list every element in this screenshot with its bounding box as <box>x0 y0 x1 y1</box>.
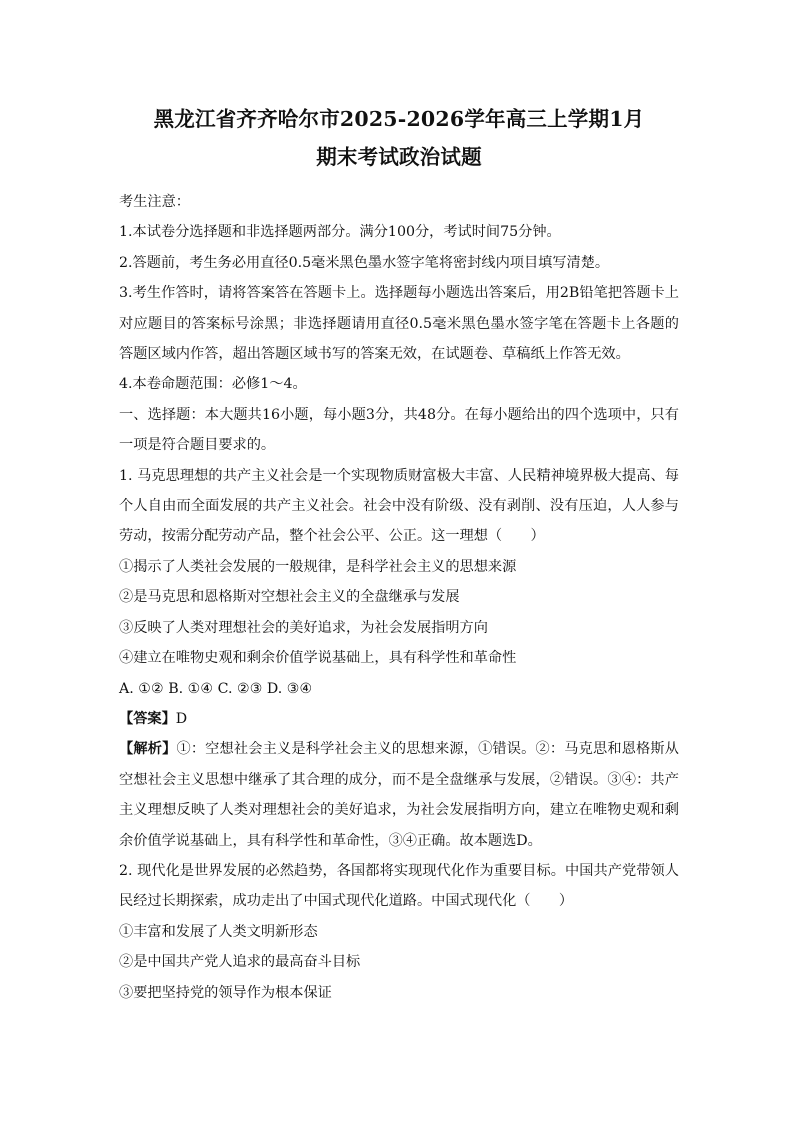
question-1-option-4: ④建立在唯物史观和剩余价值学说基础上，具有科学性和革命性 <box>119 650 517 667</box>
answer-label: 【答案】 <box>119 710 176 727</box>
notice-item-4: 4.本卷命题范围：必修1～4。 <box>119 376 307 393</box>
exam-title-line-1: 黑龙江省齐齐哈尔市2025-2026学年高三上学期1月 <box>153 107 645 131</box>
question-1-option-3: ③反映了人类对理想社会的美好追求，为社会发展指明方向 <box>119 619 488 636</box>
question-2-stem: 2. 现代化是世界发展的必然趋势，各国都将实现现代化作为重要目标。中国共产党带领人民经过长期探索，成功走出了中国式现代化道路。中国式现代化（ ） <box>119 862 679 910</box>
analysis-label: 【解析】 <box>119 741 177 758</box>
question-1-stem: 1. 马克思理想的共产主义社会是一个实现物质财富极大丰富、人民精神境界极大提高、每个人自由而全面发展的共产主义社会。社会中没有阶级、没有剥削、没有压迫，人人参与劳动，按需分配劳动产品，整个社会公平、公正。这一理想（ ） <box>119 467 679 545</box>
notice-item-3: 3.考生作答时，请将答案答在答题卡上。选择题每小题选出答案后，用2B铅笔把答题卡上对应题目的答案标号涂黑；非选择题请用直径0.5毫米黑色墨水签字笔在答题卡上各题的答题区域内作答，超出答题区域书写的答案无效，在试题卷、草稿纸上作答无效。 <box>119 285 679 363</box>
question-1-option-1: ①揭示了人类社会发展的一般规律，是科学社会主义的思想来源 <box>119 558 517 575</box>
question-1-analysis <box>119 734 679 856</box>
exam-title <box>119 100 679 176</box>
question-2-option-3: ③要把坚持党的领导作为根本保证 <box>119 984 332 1001</box>
question-2-option-1: ①丰富和发展了人类文明新形态 <box>119 923 318 940</box>
notice-item-2: 2.答题前，考生务必用直径0.5毫米黑色墨水签字笔将密封线内项目填写清楚。 <box>119 254 610 271</box>
question-1-answer <box>119 704 679 734</box>
section-heading: 一、选择题：本大题共16小题，每小题3分，共48分。在每小题给出的四个选项中，只有一项是符合题目要求的。 <box>119 406 679 454</box>
notice-item-1: 1.本试卷分选择题和非选择题两部分。满分100分，考试时间75分钟。 <box>119 224 561 241</box>
question-1-option-2: ②是马克思和恩格斯对空想社会主义的全盘继承与发展 <box>119 589 460 606</box>
answer-value: D <box>175 710 188 727</box>
notice-heading: 考生注意： <box>119 194 190 210</box>
question-1-choices: A. ①② B. ①④ C. ②③ D. ③④ <box>119 680 313 697</box>
analysis-text: ①：空想社会主义是科学社会主义的思想来源，①错误。②：马克思和恩格斯从空想社会主义思想中继承了其合理的成分，而不是全盘继承与发展，②错误。③④：共产主义理想反映了人类对理想社会的美好追求，为社会发展指明方向，建立在唯物史观和剩余价值学说基础上，具有科学性和革命性，③④正确。故本题选D。 <box>119 741 679 849</box>
exam-title-line-2: 期末考试政治试题 <box>316 145 482 169</box>
question-2-option-2: ②是中国共产党人追求的最高奋斗目标 <box>119 954 361 971</box>
exam-page <box>119 100 679 1008</box>
exam-content <box>119 187 679 1008</box>
